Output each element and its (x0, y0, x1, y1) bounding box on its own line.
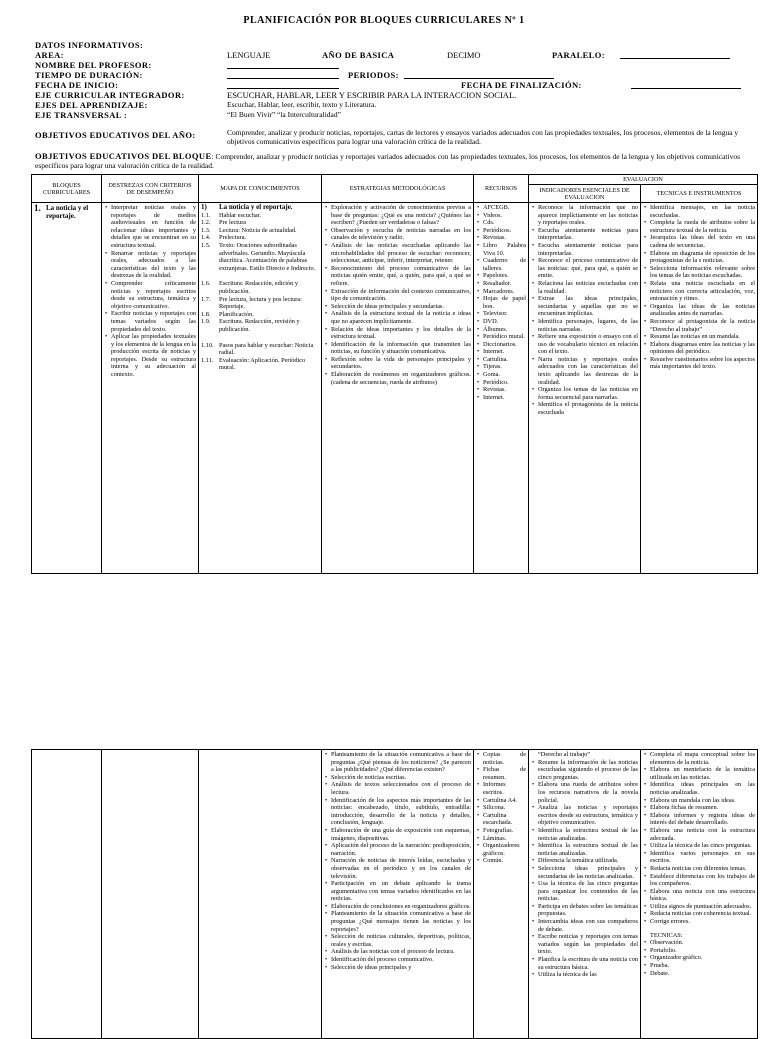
recursos-list-cont (476, 751, 526, 865)
recurso-item: • DVD. (483, 318, 526, 326)
estrategia-item: • Planteamiento de la situación comunicativa a base de preguntas ¿Qué piensas de los noticieros? ¿Se parecen a las publicidades? ¿Qué diferencias existen? (331, 751, 471, 774)
bloque-cell (32, 203, 102, 574)
indicador-item: • Elabora una rueda de atributos sobre los recursos narrativos de la novela policial. (538, 781, 638, 804)
tecnica-item: • Relata una noticia escuchada en el noticiero con correcta articulación, voz, entonación y ritmo. (650, 280, 755, 303)
indicador-item: • Diferencia la temática utilizada. (538, 857, 638, 865)
anio-value: DECIMO (447, 50, 481, 60)
fin-line (631, 80, 741, 89)
mapa-head: La noticia y el reportaje. (219, 203, 293, 211)
indicadores-list (531, 204, 638, 417)
mapa-item-number: 1.7. (201, 295, 211, 303)
periodos-label: PERIODOS: (348, 70, 399, 80)
header-indicadores: INDICADORES ESENCIALES DE EVALUACION (529, 185, 641, 203)
recurso-item: • Goma. (483, 371, 526, 379)
estrategia-item: • Elaboración de resúmenes en organizadores gráficos. (cadena de secuencias, rueda de atributos) (331, 371, 471, 386)
indicador-item: • Intercambia ideas con sus compañeros de debate. (538, 918, 638, 933)
tecnica-item: • Completa el mapa conceptual sobre los elementos de la noticia. (650, 751, 755, 766)
tecnica-item: • Elabora una noticia con la estructura adecuada. (650, 827, 755, 842)
recurso-item: • Cuaderno de talleres. (483, 257, 526, 272)
document-title: PLANIFICACIÓN POR BLOQUES CURRICULARES Nº 1 (243, 15, 525, 26)
tecnica-instrument-item: • Observación. (650, 939, 755, 947)
indicador-item: • Refiere una exposición o ensayo con el uso de vocabulario técnico en relación con el texto. (538, 333, 638, 356)
recurso-item: • Organizadores gráficos. (483, 842, 526, 857)
paralelo-line (620, 50, 730, 59)
recurso-item: • Copias de noticias. (483, 751, 526, 766)
indicadores-cont-head: “Derecho al trabajo” (538, 751, 591, 758)
profesor-label: NOMBRE DEL PROFESOR: (35, 60, 152, 70)
mapa-item (201, 219, 319, 227)
estrategias-cell (322, 203, 474, 574)
tecnica-item: • Elabora un mandala con las ideas. (650, 797, 755, 805)
destrezas-cell-cont (102, 750, 199, 1039)
indicador-item: • Resume la información de las noticias escuchadas siguiendo el proceso de las cinco preguntas. (538, 759, 638, 782)
estrategias-list-cont (324, 751, 471, 971)
recurso-item: • Informes escritos. (483, 781, 526, 796)
mapa-cell-cont (199, 750, 322, 1039)
tecnica-item: • Elabora un diagrama de oposición de los protagonistas de la s noticias. (650, 250, 755, 265)
destreza-item: • Renarrar noticias y reportajes orales, adecuados a las características del texto y las destrezas de la oralidad. (111, 250, 196, 280)
mapa-item-text: Pasos para hablar y escuchar: Noticia radial. (219, 341, 314, 357)
area-value: LENGUAJE (227, 50, 271, 60)
recurso-item: • Fotografías. (483, 827, 526, 835)
header-mapa: MAPA DE CONOCIMIENTOS (199, 175, 322, 203)
mapa-item (201, 342, 319, 357)
inicio-line (227, 80, 339, 89)
tecnica-item: • Identifica ideas principales en las noticias analizadas. (650, 781, 755, 796)
anio-label: AÑO DE BASICA (322, 50, 395, 60)
planning-table-2 (31, 749, 758, 1039)
recurso-item: • Cds. (483, 219, 526, 227)
indicador-item: • Analiza las noticias y reportajes escritos desde su estructura, temática y objetivo comunicativo. (538, 804, 638, 827)
mapa-item-text: Hablar escuchar. (219, 211, 261, 219)
indicador-item: • Escribe noticias y reportajes con temas variados según las propiedades del texto. (538, 933, 638, 956)
tecnicas-list-cont (643, 751, 755, 926)
mapa-item (201, 311, 319, 319)
recurso-item: • Fichas de resumen. (483, 766, 526, 781)
recurso-item: • Periódico mural. (483, 333, 526, 341)
tecnica-item: • Jerarquiza las ideas del texto en una cadena de secuencias. (650, 234, 755, 249)
mapa-item-number: 1.2. (201, 219, 211, 227)
mapa-cell (199, 203, 322, 574)
indicadores-cell-cont (529, 750, 641, 1039)
info-section (35, 40, 755, 120)
tecnica-item: • Resume las noticias en un mandala. (650, 333, 755, 341)
periodos-line (404, 70, 554, 79)
tecnicas-cont-head: TECNICAS: (650, 931, 683, 939)
estrategia-item: • Análisis de las noticias escuchadas aplicando las microhabilidades del proceso de escuchar: reconocer, seleccionar, anticipar, inferir, interpretar, retener. (331, 242, 471, 265)
tecnica-instrument-item: • Prueba. (650, 962, 755, 970)
indicador-item: • Escucha atentamente noticias para interpretarlas. (538, 242, 638, 257)
objetivos-bloque (35, 152, 755, 170)
estrategia-item: • Identificación de los aspectos más importantes de las noticias: encabezado, título, subtítulo, entradilla: introducción, desarrollo de la noticia y detalles, conclusión, lenguaje. (331, 797, 471, 827)
destreza-item: • Interpretar noticias orales y reportajes de medios audiovisuales en función de relacionar ideas importantes y detalles que se encuentran en su estructura textual. (111, 204, 196, 250)
recurso-item: • Cartulina. (483, 356, 526, 364)
tecnica-item: • Redacta noticias con coherencia textual. (650, 910, 755, 918)
recursos-cell-cont (474, 750, 529, 1039)
mapa-item-number: 1.1. (201, 211, 211, 219)
mapa-item-text: Escritura. Redacción, revisión y publicación. (219, 318, 300, 333)
estrategia-item: • Elaboración de una guía de exposición con esquemas, imágenes, diapositivas. (331, 827, 471, 842)
indicador-item: • Identifica la estructura textual de las noticias analizadas. (538, 842, 638, 857)
estrategia-item: • Elaboración de conclusiones en organizadores gráficos. (331, 903, 471, 911)
estrategia-item: • Reflexión sobre la vida de personajes principales y secundarios. (331, 356, 471, 371)
tecnica-item: • Elabora fichas de resumen. (650, 804, 755, 812)
mapa-item-number: 1.5. (201, 241, 211, 249)
header-estrategias: ESTRATEGIAS METODOLÓGICAS (322, 175, 474, 203)
estrategia-item: • Reconocimiento del proceso comunicativo de las noticias quién emite, qué, a quién, para qué, a qué se refiere. (331, 265, 471, 288)
fin-label: FECHA DE FINALIZACIÓN: (461, 80, 582, 90)
recurso-item: • Libro Palabra Viva 10. (483, 242, 526, 257)
indicador-item: • Identifica personajes, lugares, de las noticias narradas. (538, 318, 638, 333)
indicador-item: • Narra noticias y reportajes orales adecuados con las características del texto aplicando las destrezas de la oralidad. (538, 356, 638, 386)
tecnica-item: • Completa la rueda de atributos sobre la estructura textual de la noticia. (650, 219, 755, 234)
mapa-item-text: Pre lectura (219, 219, 247, 227)
estrategia-item: • Relación de ideas importantes y los detalles de la estructura textual. (331, 326, 471, 341)
inicio-label: FECHA DE INICIO: (35, 80, 119, 90)
mapa-item-number: 1.9. (201, 318, 211, 326)
recurso-item: • Resaltador. (483, 280, 526, 288)
estrategia-item: • Observación y escucha de noticias narradas en los canales de televisión y radio. (331, 227, 471, 242)
objetivos-anio (35, 128, 755, 146)
mapa-item (201, 234, 319, 242)
recurso-item: • Internet. (483, 394, 526, 402)
mapa-item (201, 318, 319, 333)
estrategia-item: • Selección de ideas principales y (331, 964, 471, 972)
mapa-item-text: Planificación. (219, 310, 254, 318)
header-tecnicas: TECNICAS E INSTRUMENTOS (641, 185, 758, 203)
tecnica-item: • Selecciona información relevante sobre los temas de las noticias escuchadas. (650, 265, 755, 280)
bloque-cell-cont (32, 750, 102, 1039)
tecnicas-cell (641, 203, 758, 574)
tecnicas-cell-cont (641, 750, 758, 1039)
ejes-aprendizaje-label: EJES DEL APRENDIZAJE: (35, 100, 148, 110)
recurso-item: • Internet. (483, 348, 526, 356)
tiempo-label: TIEMPO DE DURACIÓN: (35, 70, 143, 80)
recurso-item: • Cartulina A4. (483, 797, 526, 805)
objetivos-anio-label: OBJETIVOS EDUCATIVOS DEL AÑO: (35, 130, 196, 140)
profesor-line (227, 60, 339, 69)
recurso-item: • AFCEGB. (483, 204, 526, 212)
mapa-item (201, 280, 319, 295)
tecnica-item: • Reconoce al protagonista de la noticia “Derecho al trabajo” (650, 318, 755, 333)
recurso-item: • Revistas. (483, 234, 526, 242)
tecnica-item: • Establece diferencias con los trabajos de los compañeros. (650, 873, 755, 888)
estrategias-cell-cont (322, 750, 474, 1039)
header-recursos: RECURSOS (474, 175, 529, 203)
mapa-item (201, 357, 319, 372)
estrategia-item: • Selección de noticias escritas. (331, 774, 471, 782)
indicador-item: • Utiliza la técnica de las (538, 971, 638, 979)
mapa-item (201, 212, 319, 220)
destrezas-cell (102, 203, 199, 574)
mapa-list (201, 212, 319, 372)
bloque-number: 1. (34, 203, 41, 213)
tecnica-item: • Organiza las ideas de las noticias analizadas antes de narrarlas. (650, 303, 755, 318)
destreza-item: • Comprender críticamente noticias y reportajes escritos desde su estructura, temática y objetivo comunicativo. (111, 280, 196, 310)
estrategia-item: • Selección de noticias culturales, deportivas, políticas, orales y escritas. (331, 933, 471, 948)
header-bloques: BLOQUES CURRICULARES (32, 175, 102, 203)
indicador-item: • Selecciona ideas principales y secundarias de las noticias analizadas. (538, 865, 638, 880)
indicadores-list-cont (531, 759, 638, 979)
estrategia-item: • Identificación del proceso comunicativo. (331, 956, 471, 964)
planning-table-1 (31, 174, 758, 574)
mapa-item-number: 1.6. (201, 280, 211, 288)
recurso-item: • Papelotes. (483, 272, 526, 280)
recurso-item: • Diccionarios. (483, 341, 526, 349)
ejes-aprendizaje-value: Escuchar, Hablar, leer, escribir, texto y Literatura. (227, 100, 377, 109)
destrezas-list (104, 204, 196, 379)
tecnica-instrument-item: • Organizador gráfico. (650, 954, 755, 962)
mapa-item-text: Evaluación: Aplicación. Periódico mural. (219, 356, 306, 372)
indicador-item: • Identifica la estructura textual de las noticias analizadas. (538, 827, 638, 842)
recurso-item: • Láminas. (483, 835, 526, 843)
recurso-item: • Cartulina escarchada. (483, 812, 526, 827)
recurso-item: • Álbumes. (483, 326, 526, 334)
area-label: AREA: (35, 50, 64, 60)
mapa-head-number: 1) (201, 203, 207, 211)
indicador-item: • Usa la técnica de las cinco preguntas para organizar los contenidos de las noticias. (538, 880, 638, 903)
objetivos-bloque-label: OBJETIVOS EDUCATIVOS DEL BLOQUE (35, 151, 212, 161)
estrategia-item: • Planteamiento de la situación comunicativa a base de preguntas ¿Qué mensajes tienen las noticias y los reportajes? (331, 910, 471, 933)
recurso-item: • Periódico. (483, 379, 526, 387)
mapa-item (201, 296, 319, 311)
eje-integrador-value: ESCUCHAR, HABLAR, LEER Y ESCRIBIR PARA LA INTERACCION SOCIAL. (227, 90, 517, 100)
eje-integrador-label: EJE CURRICULAR INTEGRADOR: (35, 90, 185, 100)
tecnica-instrument-item: • Portafolio. (650, 947, 755, 955)
mapa-item-number: 1.8. (201, 310, 211, 318)
estrategia-item: • Análisis de las noticias con el proceso de lectura. (331, 948, 471, 956)
objetivos-bloque-value: : Comprender, analizar y producir noticias y reportajes variados adecuados con las propiedades textuales, los procesos, los elementos de la lengua y los objetivos comunicativos específicos para lograr una valoración crítica de la realidad. (35, 152, 741, 170)
tecnicas-instrument-list (643, 939, 755, 977)
estrategia-item: • Participación en un debate aplicando la trama argumentativa con temas variados identificados en las noticias. (331, 880, 471, 903)
estrategia-item: • Análisis de textos seleccionados con el proceso de lectura. (331, 781, 471, 796)
mapa-item-text: Texto: Oraciones subordinadas adverbiales. Gerundio. Mayúscula diacrítica. Acentuación de palabras extranjeras. Estilo Directo e Indirecto. (219, 241, 316, 272)
eje-transversal-value: “El Buen Vivir” “la Interculturalidad” (227, 110, 341, 119)
indicador-item: • Escucha atentamente noticias para interpretarlas. (538, 227, 638, 242)
tecnicas-list (643, 204, 755, 371)
recurso-item: • Silicona. (483, 804, 526, 812)
mapa-item-number: 1.4. (201, 234, 211, 242)
tecnica-item: • Elabora un mentefacto de la temática utilizada en las noticias. (650, 766, 755, 781)
tecnica-item: • Elabora una noticia con una estructura básica. (650, 888, 755, 903)
estrategias-list (324, 204, 471, 386)
recurso-item: • Común. (483, 857, 526, 865)
mapa-item-text: Pre lectura, lectura y pos lectura: Reportaje. (219, 295, 302, 311)
destreza-item: • Aplicar las propiedades textuales y los elementos de la lengua en la producción escrita de noticias y reportajes. Desde su estructura interna y su adecuación al contexto. (111, 333, 196, 379)
header-destrezas: DESTREZAS CON CRITERIOS DE DESEMPEÑO (102, 175, 199, 203)
recurso-item: • Televisor. (483, 310, 526, 318)
recursos-list (476, 204, 526, 401)
tecnica-item: • Utiliza la técnica de las cinco preguntas. (650, 842, 755, 850)
indicador-item: • Planifica la escritura de una noticia con su estructura básica. (538, 956, 638, 971)
recurso-item: • Hojas de papel bon. (483, 295, 526, 310)
tiempo-line (227, 70, 339, 79)
tecnica-item: • Elabora informes y registra ideas de interés del debate desarrollado. (650, 812, 755, 827)
paralelo-label: PARALELO: (552, 50, 606, 60)
destreza-item: • Escribir noticias y reportajes con temas variados según las propiedades del texto. (111, 310, 196, 333)
indicador-item: • Participa en debates sobre las temáticas propuestas. (538, 903, 638, 918)
recurso-item: • Videos. (483, 212, 526, 220)
datos-label: DATOS INFORMATIVOS: (35, 40, 144, 50)
recurso-item: • Periódicos. (483, 227, 526, 235)
mapa-item-number: 1.11. (201, 356, 214, 364)
mapa-item-text: Escritura: Redacción, edición y publicación. (219, 280, 299, 295)
mapa-item-text: Lectura: Noticia de actualidad. (219, 226, 297, 234)
indicador-item: • Organiza los temas de las noticias en forma secuencial para narrarlas. (538, 386, 638, 401)
objetivos-anio-value: Comprender, analizar y producir noticias, reportajes, cartas de lectores y ensayos variados adecuados con las propiedades textuales, los procesos, elementos de la lengua y objetivos comunicativos específicos para lograr una valoración crítica de la realidad. (227, 128, 739, 146)
estrategia-item: • Narración de noticias de interés leídas, escuchadas y observadas en el periódico y en los canales de televisión. (331, 857, 471, 880)
mapa-item-number: 1.10. (201, 341, 214, 349)
estrategia-item: • Análisis de la estructura textual de la noticia e ideas que no aparecen implícitamente. (331, 310, 471, 325)
header-evaluacion: EVALUACION (529, 175, 758, 185)
tecnica-item: • Resuelve cuestionarios sobre los aspectos más importantes del texto. (650, 356, 755, 371)
estrategia-item: • Selección de ideas principales y secundarias. (331, 303, 471, 311)
tecnica-item: • Identifica varios personajes en sus escritos. (650, 850, 755, 865)
indicador-item: • Relaciona las noticias escuchadas con la realidad. (538, 280, 638, 295)
indicadores-cell (529, 203, 641, 574)
tecnica-item: • Identifica mensajes, en las noticia escuchadas. (650, 204, 755, 219)
recurso-item: • Tijeras. (483, 363, 526, 371)
tecnica-item: • Corrige errores. (650, 918, 755, 926)
estrategia-item: • Identificación de la información que transmiten las noticias, su función y situación comunicativa. (331, 341, 471, 356)
mapa-item-number: 1.3. (201, 226, 211, 234)
tecnica-item: • Redacta noticias con diferentes temas. (650, 865, 755, 873)
tecnica-item: • Elabora diagramas entre las noticias y las opiniones del periódico. (650, 341, 755, 356)
recursos-cell (474, 203, 529, 574)
estrategia-item: • Extracción de información del contexto comunicativo, tipo de comunicación. (331, 288, 471, 303)
mapa-item-text: Prelectura. (219, 234, 247, 242)
indicador-item: • Reconoce la información que no aparece implícitamente en las noticias y reportajes orales. (538, 204, 638, 227)
estrategia-item: • Exploración y activación de conocimientos previos a base de preguntas: ¿Qué es una noticia? ¿Quiénes las escriben? ¿Pueden ser verdaderas o falsas? (331, 204, 471, 227)
recurso-item: • Revistas. (483, 386, 526, 394)
eje-transversal-label: EJE TRANSVERSAL : (35, 110, 128, 120)
mapa-item (201, 242, 319, 272)
tecnica-item: • Utiliza signos de puntuación adecuados. (650, 903, 755, 911)
mapa-item (201, 227, 319, 235)
tecnica-instrument-item: • Debate. (650, 970, 755, 978)
indicador-item: • Extrae las ideas principales, secundarias y aquellas que no se encuentran implícitas. (538, 295, 638, 318)
recurso-item: • Marcadores. (483, 288, 526, 296)
indicador-item: • Identifica el protagonista de la noticia escuchada (538, 401, 638, 416)
estrategia-item: • Aplicación del proceso de la narración: predisposición, narración. (331, 842, 471, 857)
bloque-name: La noticia y el reportaje. (46, 204, 89, 220)
indicador-item: • Reconoce el proceso comunicativo de las noticias: qué, para qué, a quién se emite. (538, 257, 638, 280)
